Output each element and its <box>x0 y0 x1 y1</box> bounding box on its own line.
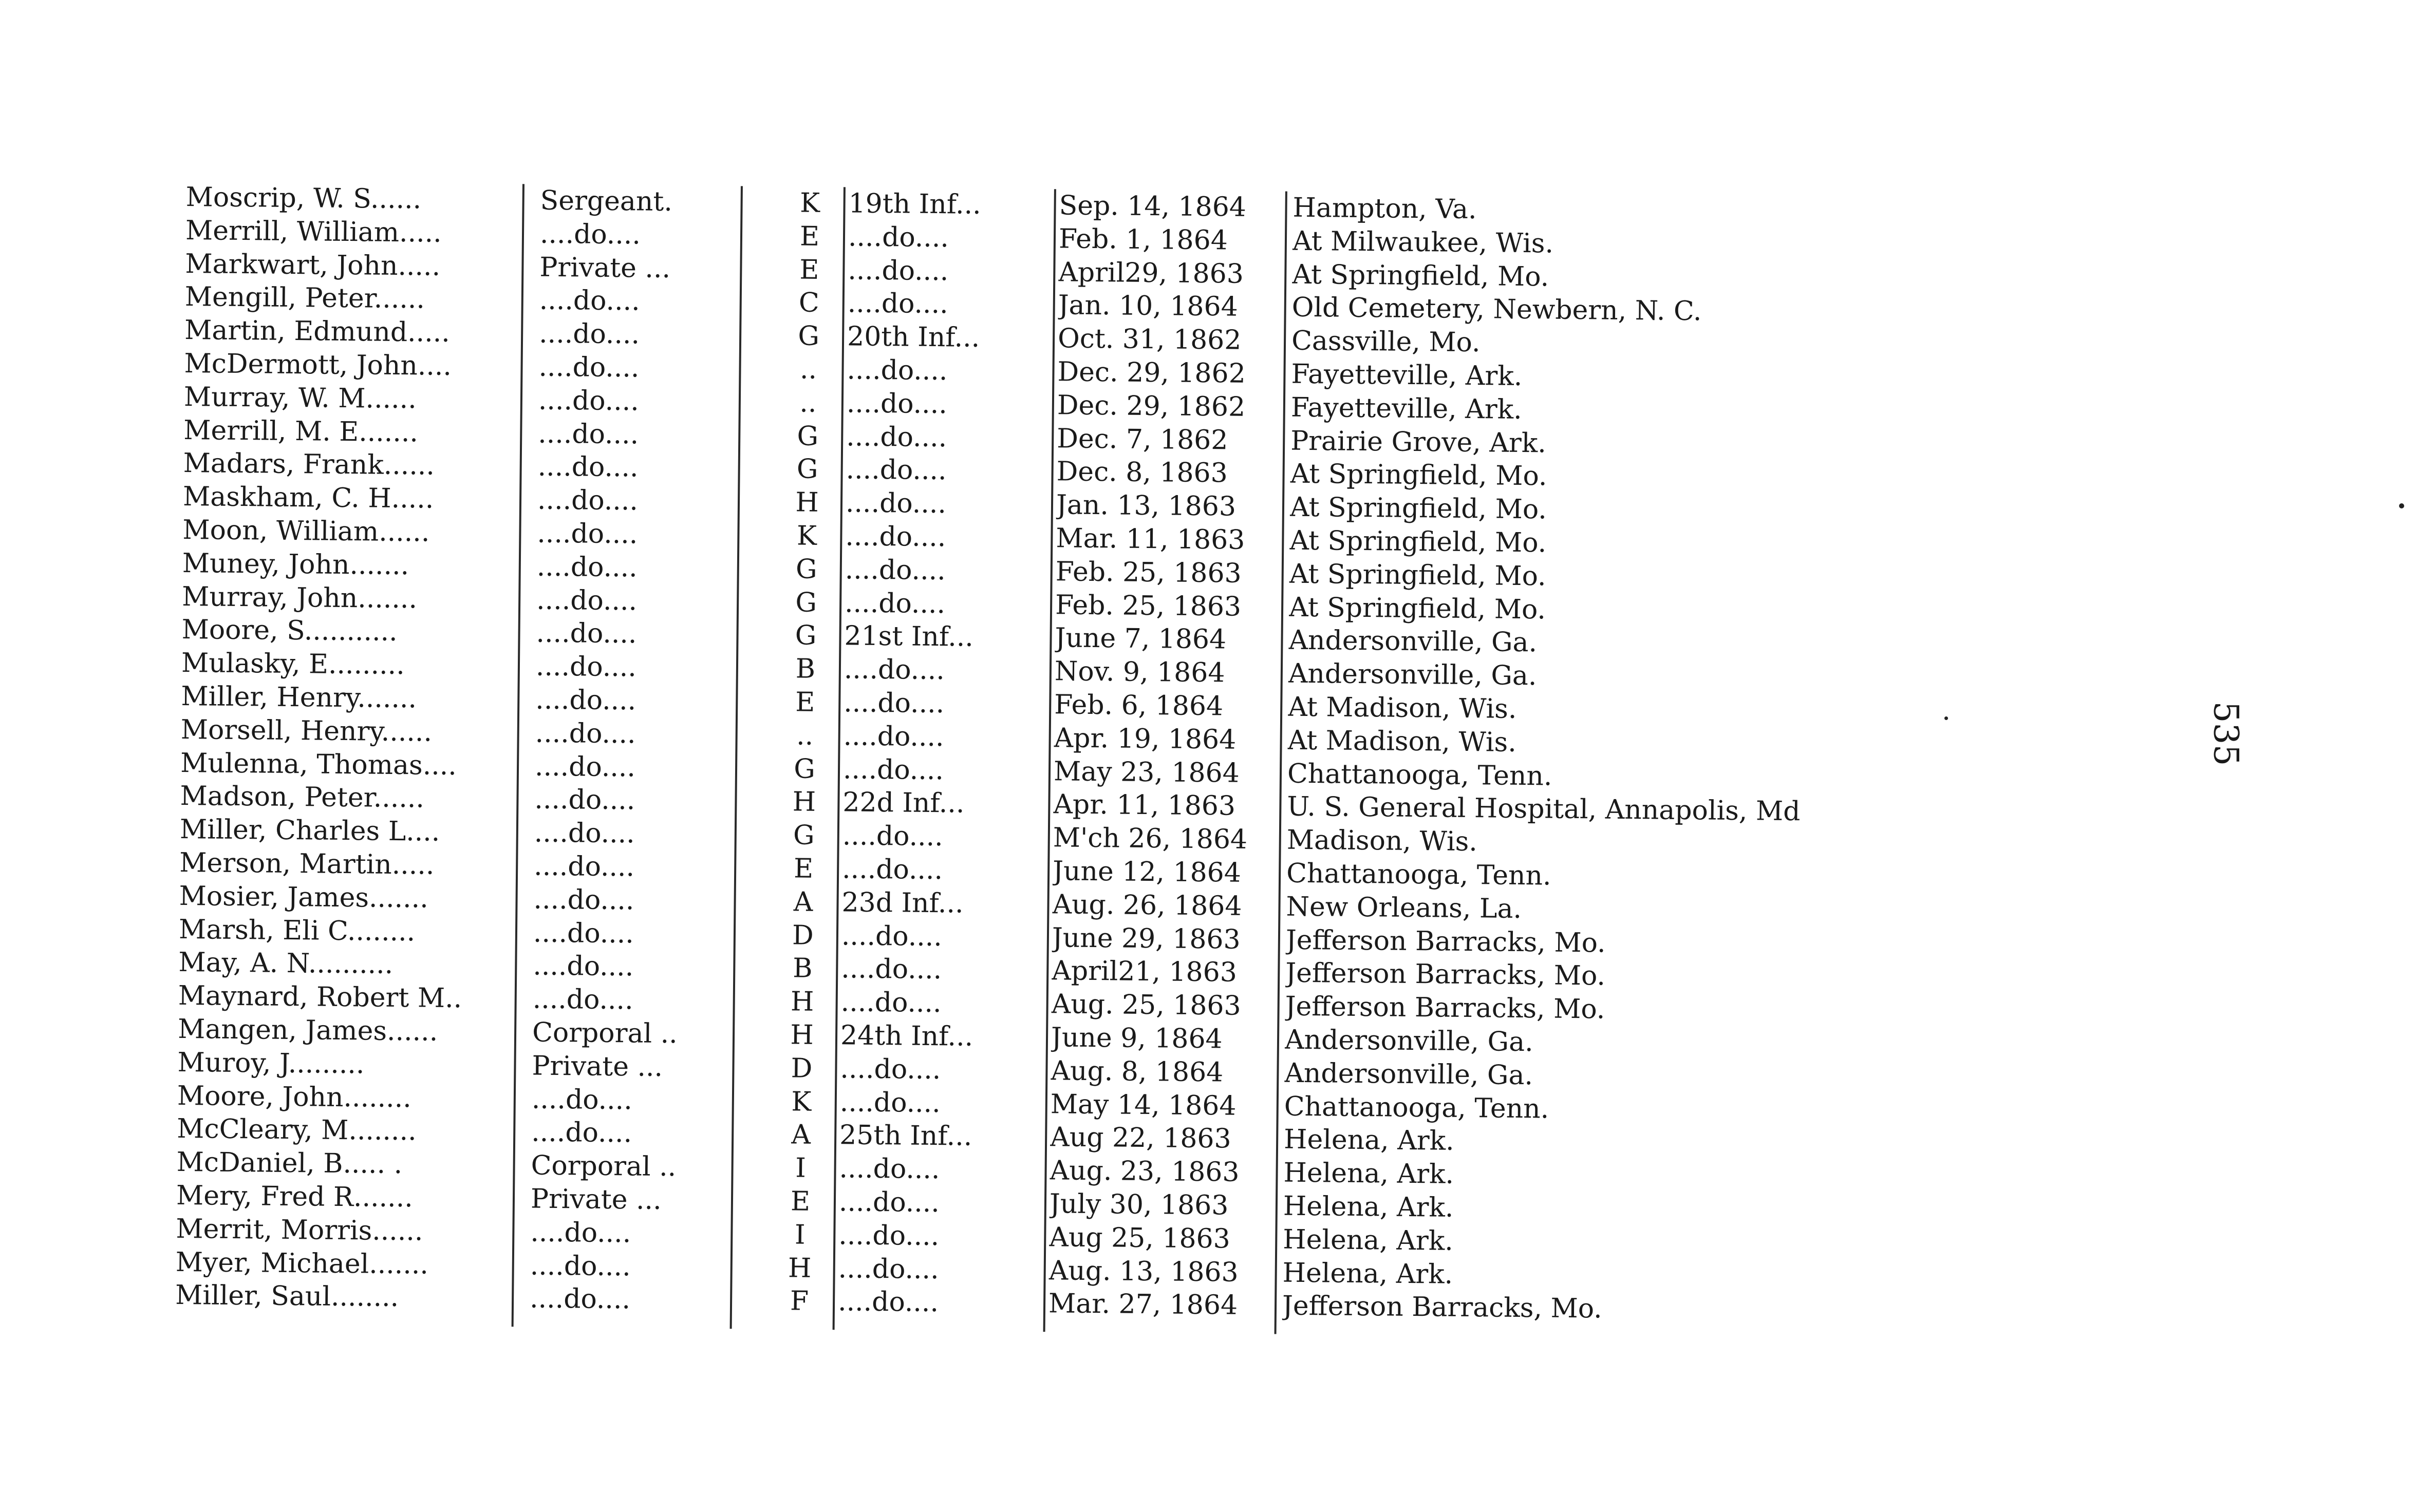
regiment-cell: ....do.... <box>840 987 942 1019</box>
place-of-death-cell: At Springfield, Mo. <box>1289 525 1547 559</box>
company-cell: B <box>792 953 813 985</box>
table-row <box>175 1245 1453 1290</box>
date-of-death-cell: Apr. 19, 1864 <box>1054 723 1237 755</box>
roster-rows <box>175 181 1801 1325</box>
date-of-death-cell: June 12, 1864 <box>1052 856 1242 889</box>
company-cell: K <box>799 187 820 219</box>
regiment-cell: ....do.... <box>847 354 948 387</box>
table-row <box>182 514 1547 559</box>
place-of-death-cell: At Springfield, Mo. <box>1292 259 1549 293</box>
place-of-death-cell: Old Cemetery, Newbern, N. C. <box>1291 292 1702 327</box>
place-of-death-cell: U. S. General Hospital, Annapolis, Md <box>1287 791 1801 827</box>
regiment-cell: ....do.... <box>841 920 943 952</box>
table-row <box>181 613 1538 658</box>
date-of-death-cell: Oct. 31, 1862 <box>1057 323 1242 356</box>
soldier-name-cell: May, A. N.......... <box>178 947 394 980</box>
rank-cell: ....do.... <box>531 1084 633 1116</box>
table-row <box>177 1079 1549 1125</box>
company-cell: B <box>795 653 816 685</box>
company-cell: E <box>795 687 815 718</box>
rank-cell: ....do.... <box>537 451 639 483</box>
rank-cell: ....do.... <box>539 285 640 317</box>
regiment-cell: ....do.... <box>842 820 944 853</box>
soldier-name-cell: Moore, S........... <box>181 614 398 648</box>
soldier-name-cell: Myer, Michael....... <box>175 1246 429 1280</box>
rank-cell: ....do.... <box>530 1250 631 1282</box>
rank-cell: ....do.... <box>535 684 636 716</box>
place-of-death-cell: Jefferson Barracks, Mo. <box>1285 991 1605 1025</box>
date-of-death-cell: June 7, 1864 <box>1055 622 1227 655</box>
date-of-death-cell: Mar. 11, 1863 <box>1056 523 1245 556</box>
soldier-name-cell: Maynard, Robert M.. <box>178 980 462 1014</box>
regiment-cell: ....do.... <box>838 1219 940 1252</box>
place-of-death-cell: Fayetteville, Ark. <box>1290 392 1522 425</box>
table-row <box>178 946 1606 992</box>
regiment-cell: ....do.... <box>846 421 947 453</box>
company-cell: G <box>795 620 817 652</box>
place-of-death-cell: At Springfield, Mo. <box>1289 492 1547 525</box>
date-of-death-cell: Jan. 10, 1864 <box>1058 290 1238 323</box>
rank-cell: ....do.... <box>533 917 634 949</box>
place-of-death-cell: New Orleans, La. <box>1286 891 1522 924</box>
company-cell: E <box>793 853 814 884</box>
rank-cell: Private ... <box>530 1183 662 1216</box>
soldier-name-cell: Merson, Martin..... <box>179 847 435 881</box>
place-of-death-cell: Helena, Ark. <box>1283 1224 1454 1257</box>
regiment-cell: 22d Inf... <box>842 787 965 819</box>
place-of-death-cell: Chattanooga, Tenn. <box>1284 1091 1549 1125</box>
regiment-cell: ....do.... <box>848 254 949 287</box>
company-cell: I <box>795 1152 807 1184</box>
place-of-death-cell: Andersonville, Ga. <box>1284 1057 1533 1091</box>
table-row <box>175 1279 1603 1325</box>
regiment-cell: ....do.... <box>839 1153 940 1185</box>
rank-cell: Corporal .. <box>531 1150 677 1183</box>
place-of-death-cell: Jefferson Barracks, Mo. <box>1282 1290 1603 1325</box>
table-row <box>185 214 1554 259</box>
rank-cell: ....do.... <box>529 1283 631 1315</box>
place-of-death-cell: At Springfield, Mo. <box>1288 592 1546 626</box>
rank-cell: ....do.... <box>538 351 640 384</box>
company-cell: A <box>791 1119 811 1151</box>
soldier-name-cell: Murray, W. M...... <box>183 381 417 415</box>
soldier-name-cell: Muney, John....... <box>182 547 409 581</box>
company-cell: H <box>792 786 816 818</box>
rank-cell: Sergeant. <box>540 185 673 218</box>
date-of-death-cell: Sep. 14, 1864 <box>1059 190 1247 223</box>
place-of-death-cell: Helena, Ark. <box>1283 1124 1454 1157</box>
rank-cell: ....do.... <box>536 584 638 617</box>
table-row <box>180 713 1517 758</box>
company-cell: H <box>795 487 819 519</box>
place-of-death-cell: Andersonville, Ga. <box>1288 625 1538 658</box>
rank-cell: ....do.... <box>533 850 635 883</box>
table-row <box>183 414 1547 459</box>
rank-cell: ....do.... <box>537 518 638 550</box>
rank-cell: ....do.... <box>538 385 640 417</box>
company-cell: K <box>796 520 817 552</box>
company-cell: G <box>797 421 819 452</box>
soldier-name-cell: Mosier, James....... <box>179 880 429 914</box>
rank-cell: ....do.... <box>538 318 640 350</box>
soldier-name-cell: Moon, William...... <box>182 514 430 548</box>
place-of-death-cell: Prairie Grove, Ark. <box>1290 425 1547 459</box>
date-of-death-cell: Jan. 13, 1863 <box>1056 489 1237 522</box>
date-of-death-cell: May 14, 1864 <box>1050 1088 1237 1122</box>
ink-speck <box>2399 503 2404 508</box>
place-of-death-cell: Jefferson Barracks, Mo. <box>1285 924 1606 959</box>
rank-cell: ....do.... <box>538 418 639 450</box>
date-of-death-cell: Dec. 8, 1863 <box>1056 456 1228 489</box>
company-cell: G <box>793 753 816 785</box>
rank-cell: ....do.... <box>537 484 639 517</box>
company-cell: G <box>795 554 817 585</box>
soldier-name-cell: Muroy, J......... <box>177 1047 365 1080</box>
date-of-death-cell: Dec. 29, 1862 <box>1057 390 1246 423</box>
regiment-cell: ....do.... <box>838 1253 939 1285</box>
rank-cell: ....do.... <box>534 817 635 849</box>
soldier-name-cell: Mangen, James...... <box>177 1013 438 1047</box>
place-of-death-cell: Helena, Ark. <box>1282 1257 1453 1290</box>
soldier-name-cell: Miller, Charles L.... <box>179 814 440 847</box>
rank-cell: ....do.... <box>536 551 638 583</box>
date-of-death-cell: April21, 1863 <box>1052 955 1238 989</box>
date-of-death-cell: Dec. 7, 1862 <box>1056 423 1228 456</box>
place-of-death-cell: Andersonville, Ga. <box>1288 658 1537 692</box>
rank-cell: ....do.... <box>536 617 637 650</box>
soldier-name-cell: Moore, John........ <box>177 1080 412 1113</box>
regiment-cell: 19th Inf... <box>848 188 982 220</box>
date-of-death-cell: Aug. 23, 1863 <box>1050 1155 1240 1188</box>
company-cell: .. <box>799 354 817 385</box>
date-of-death-cell: Aug 25, 1863 <box>1049 1221 1231 1255</box>
regiment-cell: ....do.... <box>846 388 948 420</box>
company-cell: E <box>799 221 820 252</box>
place-of-death-cell: Helena, Ark. <box>1283 1157 1454 1190</box>
rank-cell: Private ... <box>532 1050 663 1083</box>
regiment-cell: ....do.... <box>844 654 945 686</box>
date-of-death-cell: Apr. 11, 1863 <box>1053 789 1236 822</box>
rank-cell: ....do.... <box>532 984 633 1016</box>
regiment-cell: ....do.... <box>846 454 947 486</box>
company-cell: K <box>791 1086 812 1118</box>
regiment-cell: 20th Inf... <box>847 321 980 354</box>
company-cell: G <box>798 320 820 352</box>
regiment-cell: 24th Inf... <box>840 1020 973 1052</box>
regiment-cell: ....do.... <box>847 288 948 320</box>
company-cell: G <box>795 587 817 618</box>
company-cell: F <box>790 1286 809 1317</box>
soldier-name-cell: Merrill, M. E....... <box>183 414 419 448</box>
company-cell: H <box>788 1252 812 1284</box>
rank-cell: ....do.... <box>533 950 634 982</box>
table-row <box>185 181 1477 225</box>
company-cell: .. <box>799 387 817 419</box>
roster-table <box>175 181 1801 1325</box>
soldier-name-cell: Merrit, Morris...... <box>176 1213 423 1247</box>
rank-cell: ....do.... <box>534 784 635 816</box>
place-of-death-cell: Helena, Ark. <box>1283 1190 1454 1223</box>
regiment-cell: 23d Inf... <box>841 887 964 919</box>
regiment-cell: ....do.... <box>845 487 947 520</box>
regiment-cell: ....do.... <box>841 854 943 886</box>
date-of-death-cell: Feb. 1, 1864 <box>1058 223 1228 256</box>
date-of-death-cell: Mar. 27, 1864 <box>1048 1288 1238 1321</box>
table-row <box>176 1146 1454 1190</box>
soldier-name-cell: Merrill, William..... <box>185 215 442 249</box>
date-of-death-cell: Feb. 25, 1863 <box>1055 589 1242 622</box>
company-cell: C <box>798 287 819 319</box>
regiment-cell: ....do.... <box>841 953 942 986</box>
soldier-name-cell: Miller, Henry....... <box>181 681 417 714</box>
rank-cell: ....do.... <box>530 1217 631 1249</box>
date-of-death-cell: Aug. 26, 1864 <box>1052 889 1242 922</box>
rank-cell: ....do.... <box>539 218 641 251</box>
regiment-cell: ....do.... <box>845 554 946 586</box>
place-of-death-cell: Hampton, Va. <box>1293 192 1477 225</box>
soldier-name-cell: Mery, Fred R....... <box>176 1180 414 1214</box>
rank-cell: ....do.... <box>534 751 636 783</box>
rank-cell: ....do.... <box>535 651 637 683</box>
soldier-name-cell: Madars, Frank...... <box>183 448 435 482</box>
date-of-death-cell: M'ch 26, 1864 <box>1053 822 1248 856</box>
company-cell: D <box>792 919 814 951</box>
regiment-cell: ....do.... <box>838 1186 940 1219</box>
table-row <box>176 1179 1454 1223</box>
place-of-death-cell: Chattanooga, Tenn. <box>1286 858 1551 892</box>
regiment-cell: ....do.... <box>845 521 946 553</box>
soldier-name-cell: Mulenna, Thomas.... <box>180 747 457 781</box>
place-of-death-cell: At Madison, Wis. <box>1287 725 1517 758</box>
place-of-death-cell: At Milwaukee, Wis. <box>1292 225 1554 259</box>
date-of-death-cell: June 9, 1864 <box>1051 1022 1223 1055</box>
soldier-name-cell: Maskham, C. H..... <box>182 481 434 515</box>
place-of-death-cell: Jefferson Barracks, Mo. <box>1285 957 1606 992</box>
date-of-death-cell: Aug. 25, 1863 <box>1051 989 1241 1022</box>
company-cell: G <box>796 453 818 485</box>
company-cell: H <box>790 986 814 1017</box>
rank-cell: Private ... <box>539 252 671 284</box>
regiment-cell: ....do.... <box>839 1086 941 1119</box>
regiment-cell: 25th Inf... <box>839 1120 972 1152</box>
soldier-name-cell: Miller, Saul........ <box>175 1280 399 1313</box>
regiment-cell: ....do.... <box>844 587 946 619</box>
place-of-death-cell: Cassville, Mo. <box>1291 325 1481 358</box>
table-row <box>179 846 1551 892</box>
date-of-death-cell: June 29, 1863 <box>1052 922 1241 955</box>
date-of-death-cell: Feb. 6, 1864 <box>1054 689 1224 722</box>
date-of-death-cell: Aug. 8, 1864 <box>1051 1055 1224 1088</box>
soldier-name-cell: McDermott, John.... <box>184 348 452 382</box>
regiment-cell: 21st Inf... <box>844 620 974 653</box>
date-of-death-cell: Aug. 13, 1863 <box>1048 1255 1239 1288</box>
company-cell: G <box>793 820 815 851</box>
rank-cell: ....do.... <box>531 1117 632 1149</box>
company-cell: H <box>790 1019 814 1051</box>
soldier-name-cell: Madson, Peter...... <box>180 781 425 814</box>
company-cell: A <box>793 886 813 918</box>
date-of-death-cell: May 23, 1864 <box>1053 755 1240 789</box>
date-of-death-cell: Aug 22, 1863 <box>1050 1122 1231 1155</box>
company-cell: E <box>790 1186 811 1217</box>
regiment-cell: ....do.... <box>844 687 945 720</box>
soldier-name-cell: Moscrip, W. S...... <box>185 181 422 215</box>
table-row <box>177 1046 1533 1091</box>
place-of-death-cell: At Springfield, Mo. <box>1290 459 1547 492</box>
place-of-death-cell: Fayetteville, Ark. <box>1291 358 1523 392</box>
table-row <box>180 746 1552 792</box>
date-of-death-cell: Nov. 9, 1864 <box>1054 656 1225 689</box>
company-cell: E <box>799 254 819 286</box>
rank-cell: ....do.... <box>533 884 634 916</box>
soldier-name-cell: Marsh, Eli C........ <box>178 914 416 947</box>
regiment-cell: ....do.... <box>843 721 944 752</box>
page-number: 535 <box>2206 701 2246 766</box>
date-of-death-cell: July 30, 1863 <box>1049 1188 1229 1221</box>
soldier-name-cell: Mulasky, E......... <box>181 648 405 681</box>
place-of-death-cell: Madison, Wis. <box>1286 824 1478 858</box>
soldier-name-cell: Morsell, Henry...... <box>180 714 433 748</box>
regiment-cell: ....do.... <box>848 221 949 254</box>
date-of-death-cell: April29, 1863 <box>1058 256 1244 290</box>
ink-speck <box>1944 716 1948 720</box>
place-of-death-cell: Chattanooga, Tenn. <box>1287 758 1552 792</box>
soldier-name-cell: Mengill, Peter...... <box>184 281 425 315</box>
date-of-death-cell: Feb. 25, 1863 <box>1055 556 1242 589</box>
soldier-name-cell: McCleary, M........ <box>176 1113 417 1147</box>
soldier-name-cell: Martin, Edmund..... <box>184 315 451 349</box>
date-of-death-cell: Dec. 29, 1862 <box>1057 356 1246 389</box>
company-cell: I <box>794 1219 806 1251</box>
place-of-death-cell: Andersonville, Ga. <box>1284 1024 1533 1058</box>
soldier-name-cell: Markwart, John..... <box>185 248 441 282</box>
table-row <box>181 647 1537 692</box>
table-row <box>184 314 1481 358</box>
place-of-death-cell: At Madison, Wis. <box>1287 691 1517 725</box>
regiment-cell: ....do.... <box>837 1286 939 1318</box>
table-row <box>182 547 1546 592</box>
soldier-name-cell: Murray, John....... <box>181 581 418 614</box>
place-of-death-cell: At Springfield, Mo. <box>1289 558 1546 592</box>
soldier-name-cell: McDaniel, B..... . <box>176 1147 403 1180</box>
regiment-cell: ....do.... <box>842 753 944 786</box>
company-cell: D <box>791 1053 813 1084</box>
rank-cell: ....do.... <box>535 717 636 750</box>
regiment-cell: ....do.... <box>840 1053 941 1085</box>
rank-cell: Corporal .. <box>532 1017 678 1050</box>
company-cell: .. <box>796 720 814 751</box>
